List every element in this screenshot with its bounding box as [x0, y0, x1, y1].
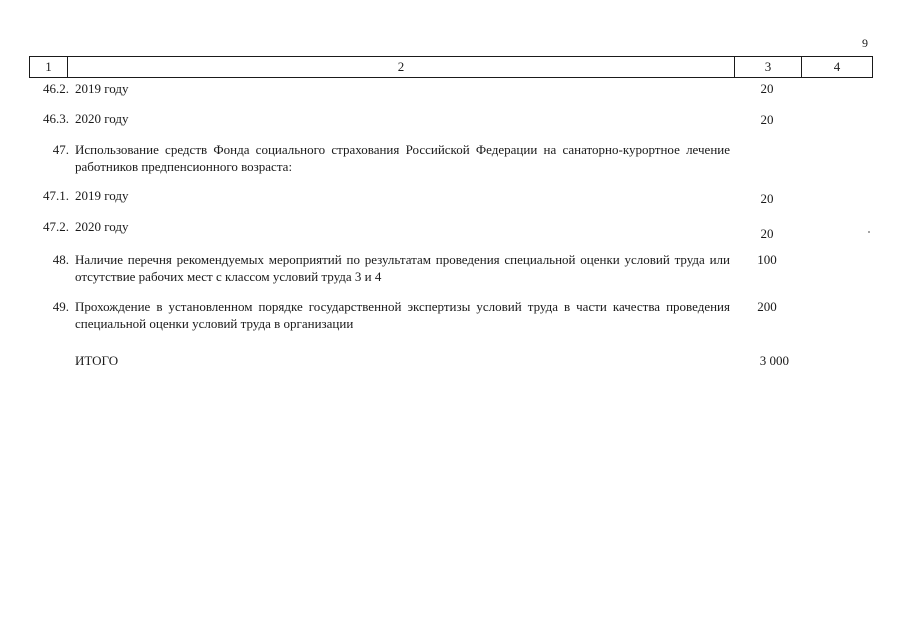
total-label: ИТОГО — [75, 353, 119, 368]
row-number: 48. — [52, 252, 69, 267]
row-number: 46.2. — [43, 81, 69, 96]
page-number: 9 — [862, 36, 868, 50]
column-header-table — [29, 56, 873, 78]
column-header-2: 2 — [68, 57, 735, 78]
row-value: 20 — [760, 81, 774, 96]
scan-speck — [868, 231, 870, 233]
row-text: Использование средств Фонда социального страхования Российской Федерации на санаторно-курортное лечение работников предпенсионного возраста: — [75, 142, 730, 174]
column-header-3: 3 — [735, 57, 802, 78]
row-number: 47. — [52, 142, 69, 157]
row-number: 46.3. — [43, 111, 69, 126]
row-text: 2020 году — [75, 111, 129, 126]
row-number: 47.1. — [43, 188, 69, 203]
row-text: Прохождение в установленном порядке государственной экспертизы условий труда в части качества проведения специальной оценки условий труда в организации — [75, 299, 730, 331]
row-value: 20 — [760, 191, 774, 206]
row-number: 49. — [52, 299, 69, 314]
row-value: 200 — [757, 299, 777, 314]
row-value: 100 — [757, 252, 777, 267]
row-value: 20 — [760, 226, 774, 241]
row-text: 2019 году — [75, 188, 129, 203]
row-value: 20 — [760, 112, 774, 127]
total-value: 3 000 — [759, 353, 789, 368]
row-text: 2019 году — [75, 81, 129, 96]
row-number: 47.2. — [43, 219, 69, 234]
column-header-4: 4 — [802, 57, 873, 78]
row-text: 2020 году — [75, 219, 129, 234]
row-text: Наличие перечня рекомендуемых мероприятий по результатам проведения специальной оценки условий труда или отсутствие рабочих мест с классом условий труда 3 и 4 — [75, 252, 730, 284]
column-header-1: 1 — [30, 57, 68, 78]
column-header-row — [30, 57, 873, 78]
